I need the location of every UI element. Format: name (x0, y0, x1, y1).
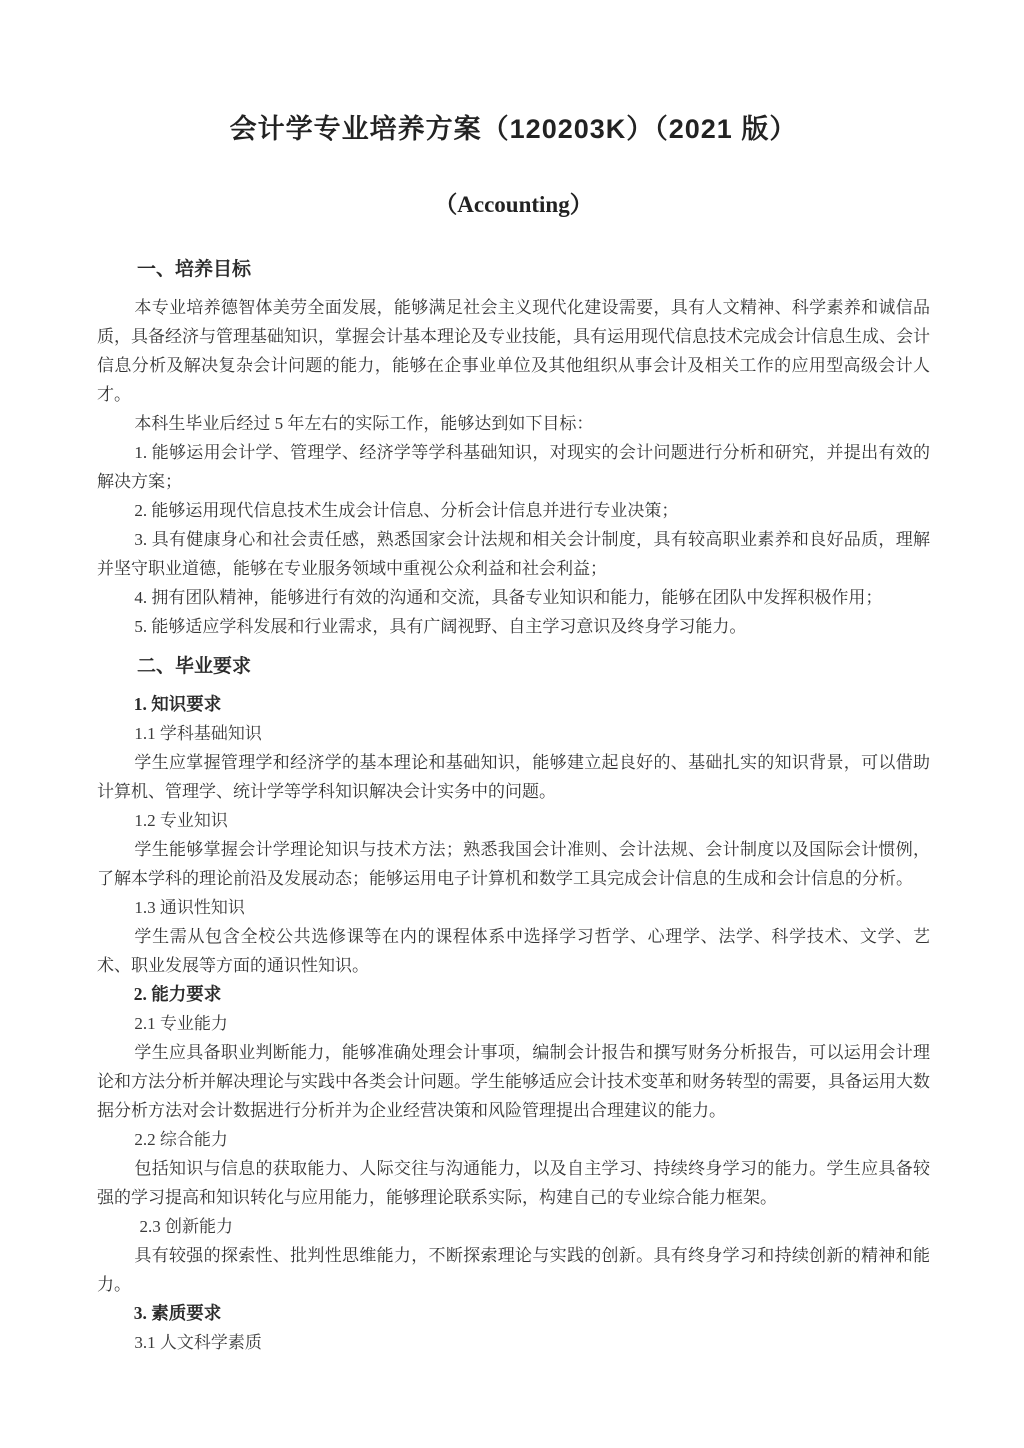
section-heading-objectives: 一、培养目标 (137, 259, 252, 280)
objectives-goal-lead: 本科生毕业后经过 5 年左右的实际工作，能够达到如下目标： (134, 414, 594, 433)
requirement-sub-heading-1-2: 1.2 专业知识 (134, 811, 228, 830)
section-heading-requirements: 二、毕业要求 (137, 656, 252, 677)
requirement-sub-text-2-2: 包括知识与信息的获取能力、人际交往与沟通能力，以及自主学习、持续终身学习的能力。学生应具备较强的学习提高和知识转化与应用能力，能够理论联系实际，构建自己的专业综合能力框架。 (97, 1159, 930, 1207)
document-subtitle: （Accounting） (434, 192, 593, 217)
document-title: 会计学专业培养方案（120203K）（2021 版） (229, 114, 798, 144)
requirement-group-heading-ability: 2. 能力要求 (133, 984, 222, 1004)
requirement-sub-text-1-2: 学生能够掌握会计学理论知识与技术方法；熟悉我国会计准则、会计法规、会计制度以及国际会计惯例，了解本学科的理论前沿及发展动态；能够运用电子计算机和数学工具完成会计信息的生成和会计信息的分析。 (97, 840, 930, 888)
requirement-sub-heading-2-2: 2.2 综合能力 (134, 1130, 228, 1149)
requirement-group-heading-quality: 3. 素质要求 (133, 1303, 222, 1323)
requirement-sub-heading-3-1: 3.1 人文科学素质 (134, 1333, 262, 1352)
requirement-sub-text-2-1: 学生应具备职业判断能力，能够准确处理会计事项，编制会计报告和撰写财务分析报告，可以运用会计理论和方法分析并解决理论与实践中各类会计问题。学生能够适应会计技术变革和财务转型的需要，具备运用大数据分析方法对会计数据进行分析并为企业经营决策和风险管理提出合理建议的能力。 (97, 1043, 930, 1120)
objective-item-3: 3. 具有健康身心和社会责任感，熟悉国家会计法规和相关会计制度，具有较高职业素养和良好品质，理解并坚守职业道德，能够在专业服务领域中重视公众利益和社会利益； (97, 530, 930, 578)
objective-item-2: 2. 能够运用现代信息技术生成会计信息、分析会计信息并进行专业决策； (134, 501, 679, 520)
requirement-sub-text-2-3: 具有较强的探索性、批判性思维能力，不断探索理论与实践的创新。具有终身学习和持续创新的精神和能力。 (97, 1246, 930, 1294)
requirement-sub-heading-2-3: 2.3 创新能力 (139, 1217, 233, 1236)
objective-item-4: 4. 拥有团队精神，能够进行有效的沟通和交流，具备专业知识和能力，能够在团队中发挥积极作用； (134, 588, 883, 607)
requirement-sub-heading-1-1: 1.1 学科基础知识 (134, 724, 262, 743)
requirement-group-heading-knowledge: 1. 知识要求 (133, 694, 222, 714)
objectives-intro-paragraph: 本专业培养德智体美劳全面发展，能够满足社会主义现代化建设需要，具有人文精神、科学素养和诚信品质，具备经济与管理基础知识，掌握会计基本理论及专业技能，具有运用现代信息技术完成会计信息生成、会计信息分析及解决复杂会计问题的能力，能够在企事业单位及其他组织从事会计及相关工作的应用型高级会计人才。 (97, 298, 930, 404)
objective-item-5: 5. 能够适应学科发展和行业需求，具有广阔视野、自主学习意识及终身学习能力。 (134, 617, 747, 636)
requirement-sub-heading-2-1: 2.1 专业能力 (134, 1014, 228, 1033)
requirement-sub-heading-1-3: 1.3 通识性知识 (134, 898, 245, 917)
requirement-sub-text-1-3: 学生需从包含全校公共选修课等在内的课程体系中选择学习哲学、心理学、法学、科学技术、文学、艺术、职业发展等方面的通识性知识。 (97, 927, 930, 975)
objective-item-1: 1. 能够运用会计学、管理学、经济学等学科基础知识，对现实的会计问题进行分析和研究，并提出有效的解决方案； (97, 443, 930, 491)
requirement-sub-text-1-1: 学生应掌握管理学和经济学的基本理论和基础知识，能够建立起良好的、基础扎实的知识背景，可以借助计算机、管理学、统计学等学科知识解决会计实务中的问题。 (97, 753, 930, 801)
